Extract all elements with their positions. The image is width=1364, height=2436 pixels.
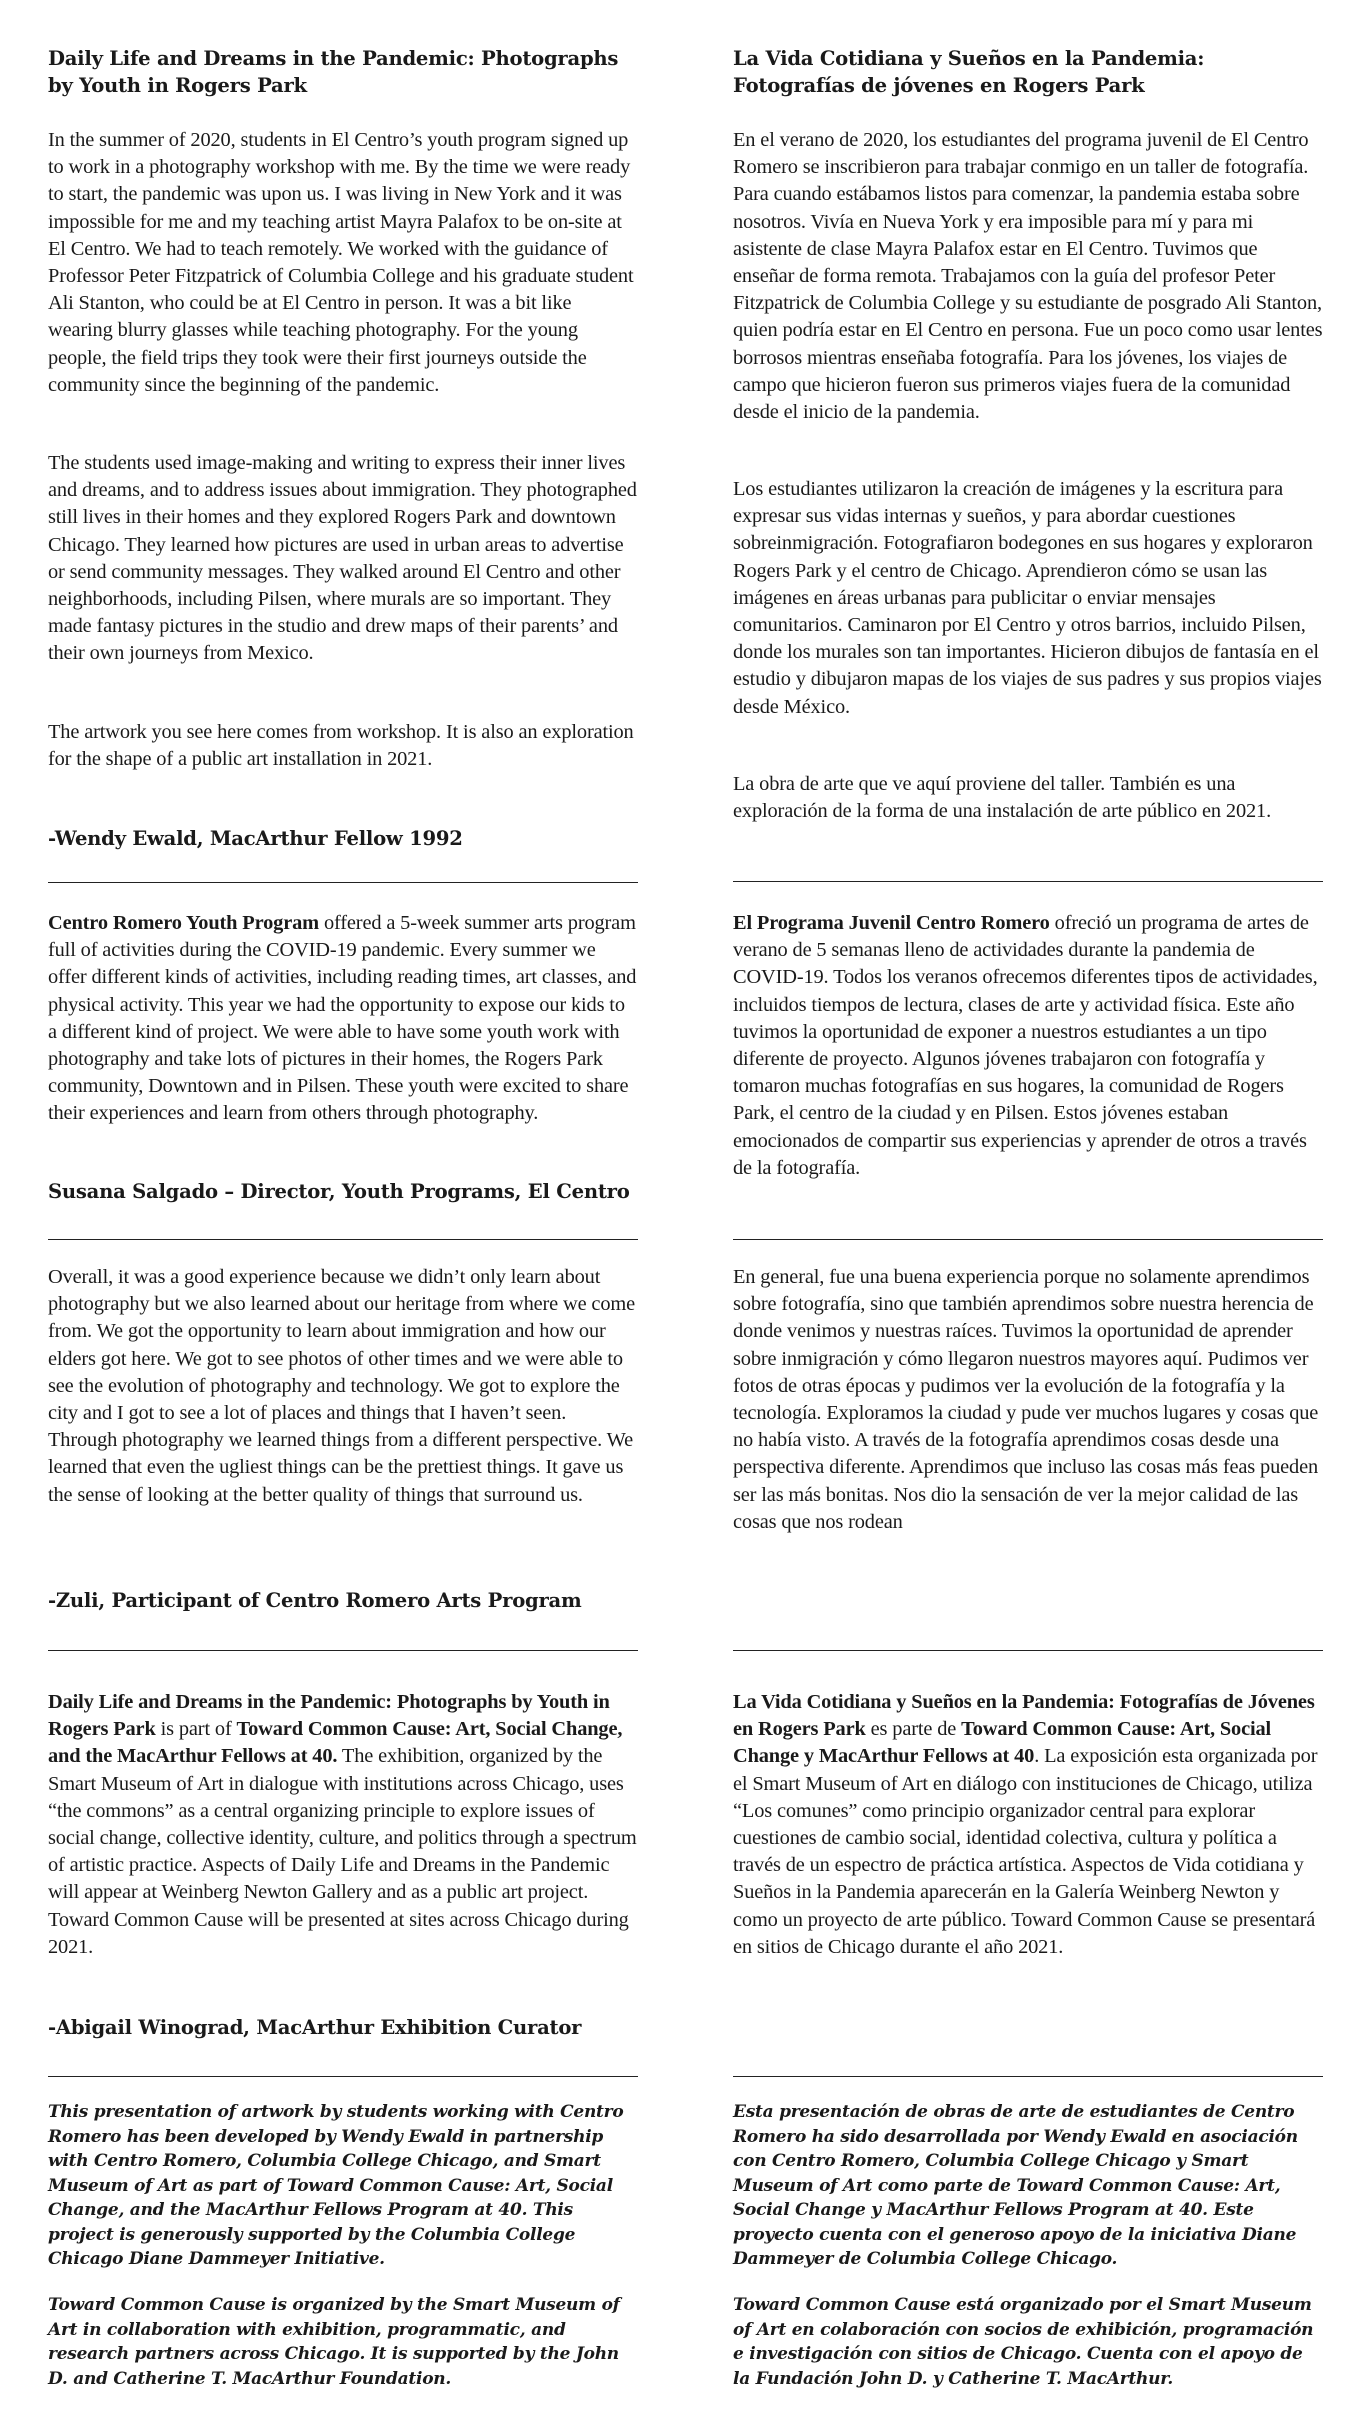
- program-lead-en: Centro Romero Youth Program: [48, 912, 319, 934]
- exhibition-lead-en: Daily Life and Dreams in the Pandemic: Photographs by Youth in Rogers Park: [48, 1691, 610, 1741]
- exhibition-mid-en: is part of: [155, 1718, 237, 1741]
- credits-p2-es: Toward Common Cause está organizado por el Smart Museum of Art en colaboración con socios de exhibición, programación e investigación con sitios de Chicago. Cuenta con el apoyo de la Fundación John D. y Catherine T. MacArthur.: [733, 2295, 1314, 2389]
- divider-2-en: [48, 1239, 638, 1240]
- intro-paragraph-1-es: [733, 127, 1323, 426]
- intro-p3-en: The artwork you see here comes from workshop. It is also an exploration for the shape of a public art installation in 2021.: [48, 721, 634, 771]
- intro-p1-en: In the summer of 2020, students in El Centro’s youth program signed up to work in a photography workshop with me. By the time we were ready to start, the pandemic was upon us. I was living in New York and it was impossible for me and my teaching artist Mayra Palafox to be on-site at El Centro. We had to teach remotely. We worked with the guidance of Professor Peter Fitzpatrick of Columbia College and his graduate student Ali Stanton, who could be at El Centro in person. It was a bit like wearing blurry glasses while teaching photography. For the young people, the field trips they took were their first journeys outside the community since the beginning of the pandemic.: [48, 129, 634, 396]
- intro-paragraph-3-en: [48, 719, 638, 773]
- intro-section-es: [733, 45, 1323, 99]
- exhibition-text-en: The exhibition, organized by the Smart Museum of Art in dialogue with institutions across Chicago, uses “the commons” as a central organizing principle to explore issues of social change, collective identity, culture, and politics through a spectrum of artistic practice. Aspects of Daily Life and Dreams in the Pandemic will appear at Weinberg Newton Gallery and as a public art project. Toward Common Cause will be presented at sites across Chicago during 2021.: [48, 1745, 637, 1958]
- exhibition-lead2-en: Toward Common Cause: Art, Social Change, and the MacArthur Fellows at 40.: [48, 1718, 623, 1768]
- intro-p1-es: En el verano de 2020, los estudiantes del programa juvenil de El Centro Romero se inscribieron para trabajar conmigo en un taller de fotografía. Para cuando estábamos listos para comenzar, la pandemia estaba sobre nosotros. Vivía en Nueva York y era imposible para mí y para mi asistente de clase Mayra Palafox estar en El Centro. Tuvimos que enseñar de forma remota. Trabajamos con la guía del profesor Peter Fitzpatrick de Columbia College y su estudiante de posgrado Ali Stanton, quien podría estar en El Centro en persona. Fue un poco como usar lentes borrosos mientras enseñaba fotografía. Para los jóvenes, los viajes de campo que hicieron fueron sus primeros viajes fuera de la comunidad desde el inicio de la pandemia.: [733, 129, 1323, 424]
- credits-p1-es: Esta presentación de obras de arte de estudiantes de Centro Romero ha sido desarrollada por Wendy Ewald en asociación con Centro Romero, Columbia College Chicago y Smart Museum of Art como parte de Toward Common Cause: Art, Social Change y MacArthur Fellows Program at 40. Este proyecto cuenta con el generoso apoyo de la iniciativa Diane Dammeyer de Columbia College Chicago.: [733, 2102, 1298, 2269]
- intro-paragraph-3-es: [733, 771, 1323, 825]
- program-text-en: offered a 5-week summer arts program full of activities during the COVID-19 pandemic. Every summer we offer different kinds of activities, including reading times, art classes, and physical activity. This year we had the opportunity to expose our kids to a different kind of project. We were able to have some youth work with photography and take lots of pictures in their homes, the Rogers Park community, Downtown and in Pilsen. These youth were excited to share their experiences and learn from others through photography.: [48, 912, 637, 1125]
- intro-section-en: [48, 45, 638, 99]
- signature-wendy: -Wendy Ewald, MacArthur Fellow 1992: [48, 827, 463, 850]
- intro-title-es: La Vida Cotidiana y Sueños en la Pandemia: Fotografías de jóvenes en Rogers Park: [733, 47, 1205, 97]
- exhibition-text-es: . La exposición esta organizada por el Smart Museum of Art en diálogo con instituciones de Chicago, utiliza “Los comunes” como principio organizador central para explorar cuestiones de cambio social, identidad colectiva, cultura y política a través de un espectro de práctica artística. Aspectos de Vida cotidiana y Sueños in la Pandemia aparecerán en la Galería Weinberg Newton y como un proyecto de arte público. Toward Common Cause se presentará en sitios de Chicago durante el año 2021.: [733, 1745, 1318, 1958]
- program-lead-es: El Programa Juvenil Centro Romero: [733, 912, 1050, 934]
- divider-2-es: [733, 1239, 1323, 1240]
- program-signature-en: [48, 1178, 638, 1205]
- divider-3-en: [48, 1650, 638, 1651]
- exhibition-mid-es: es parte de: [865, 1718, 962, 1741]
- credits-section-2-en: [48, 2293, 638, 2391]
- intro-p3-es: La obra de arte que ve aquí proviene del taller. También es una exploración de la forma de una instalación de arte público en 2021.: [733, 773, 1272, 823]
- intro-paragraph-1-en: [48, 127, 638, 399]
- participant-section-en: [48, 1264, 638, 1509]
- intro-title-en: Daily Life and Dreams in the Pandemic: Photographs by Youth in Rogers Park: [48, 47, 619, 97]
- participant-text-es: En general, fue una buena experiencia porque no solamente aprendimos sobre fotografía, sino que también aprendimos sobre nuestra herencia de donde venimos y nuestras raíces. Tuvimos la oportunidad de aprender sobre inmigración y cómo llegaron nuestros mayores aquí. Pudimos ver fotos de otras épocas y pudimos ver la evolución de la fotografía y la tecnología. Exploramos la ciudad y pude ver muchos lugares y cosas que no había visto. A través de la fotografía aprendimos cosas desde una perspectiva diferente. Aprendimos que incluso las cosas más feas pueden ser las más bonitas. Nos dio la sensación de ver la mejor calidad de las cosas que nos rodean: [733, 1266, 1319, 1533]
- exhibition-signature-en: [48, 2014, 638, 2041]
- credits-p1-en: This presentation of artwork by students working with Centro Romero has been developed by Wendy Ewald in partnership with Centro Romero, Columbia College Chicago, and Smart Museum of Art as part of Toward Common Cause: Art, Social Change, and the MacArthur Fellows Program at 40. This project is generously supported by the Columbia College Chicago Diane Dammeyer Initiative.: [48, 2102, 624, 2269]
- divider-4-en: [48, 2076, 638, 2077]
- program-section-en: [48, 910, 638, 1128]
- exhibition-section-es: [733, 1689, 1323, 1961]
- credits-section-2-es: [733, 2293, 1323, 2391]
- participant-text-en: Overall, it was a good experience because we didn’t only learn about photography but we also learned about our heritage from where we come from. We got the opportunity to learn about immigration and how our elders got here. We got to see photos of other times and we were able to see the evolution of photography and technology. We got to explore the city and I got to see a lot of places and things that I haven’t seen. Through photography we learned things from a different perspective. We learned that even the ugliest things can be the prettiest things. It gave us the sense of looking at the better quality of things that surround us.: [48, 1266, 635, 1506]
- credits-section-es: [733, 2100, 1323, 2272]
- signature-abigail: -Abigail Winograd, MacArthur Exhibition Curator: [48, 2016, 582, 2039]
- exhibition-lead-es: La Vida Cotidiana y Sueños en la Pandemia: Fotografías de Jóvenes en Rogers Park: [733, 1691, 1315, 1741]
- participant-section-es: [733, 1264, 1323, 1536]
- exhibition-section-en: [48, 1689, 638, 1961]
- credits-section-en: [48, 2100, 638, 2272]
- divider-1-es: [733, 881, 1323, 882]
- signature-zuli: -Zuli, Participant of Centro Romero Arts Program: [48, 1589, 582, 1612]
- intro-p2-en: The students used image-making and writing to express their inner lives and dreams, and to address issues about immigration. They photographed still lives in their homes and they explored Rogers Park and downtown Chicago. They learned how pictures are used in urban areas to advertise or send community messages. They walked around El Centro and other neighborhoods, including Pilsen, where murals are so important. They made fantasy pictures in the studio and drew maps of their parents’ and their own journeys from Mexico.: [48, 452, 637, 665]
- signature-susana: Susana Salgado – Director, Youth Programs, El Centro: [48, 1180, 630, 1203]
- credits-p2-en: Toward Common Cause is organized by the Smart Museum of Art in collaboration with exhibition, programmatic, and research partners across Chicago. It is supported by the John D. and Catherine T. MacArthur Foundation.: [48, 2295, 620, 2389]
- exhibition-lead2-es: Toward Common Cause: Art, Social Change y MacArthur Fellows at 40: [733, 1718, 1272, 1768]
- divider-3-es: [733, 1650, 1323, 1651]
- divider-4-es: [733, 2076, 1323, 2077]
- intro-paragraph-2-en: [48, 450, 638, 668]
- divider-1-en: [48, 882, 638, 883]
- intro-signature-en: [48, 825, 638, 852]
- program-section-es: [733, 910, 1323, 1182]
- program-text-es: ofreció un programa de artes de verano de 5 semanas lleno de actividades durante la pandemia de COVID-19. Todos los veranos ofrecemos diferentes tipos de actividades, incluidos tiempos de lectura, clases de arte y actividad física. Este año tuvimos la oportunidad de exponer a nuestros estudiantes a un tipo diferente de proyecto. Algunos jóvenes trabajaron con fotografía y tomaron muchas fotografías en sus hogares, la comunidad de Rogers Park, el centro de la ciudad y en Pilsen. Estos jóvenes estaban emocionados de compartir sus experiencias y aprender de otros a través de la fotografía.: [733, 912, 1318, 1179]
- participant-signature-en: [48, 1587, 638, 1614]
- intro-paragraph-2-es: [733, 476, 1323, 721]
- intro-p2-es: Los estudiantes utilizaron la creación de imágenes y la escritura para expresar sus vidas internas y sueños, y para abordar cuestiones sobreinmigración. Fotografiaron bodegones en sus hogares y exploraron Rogers Park y el centro de Chicago. Aprendieron cómo se usan las imágenes en áreas urbanas para publicitar o enviar mensajes comunitarios. Caminaron por El Centro y otros barrios, incluido Pilsen, donde los murales son tan importantes. Hicieron dibujos de fantasía en el estudio y dibujaron mapas de los viajes de sus padres y sus propios viajes desde México.: [733, 478, 1322, 718]
